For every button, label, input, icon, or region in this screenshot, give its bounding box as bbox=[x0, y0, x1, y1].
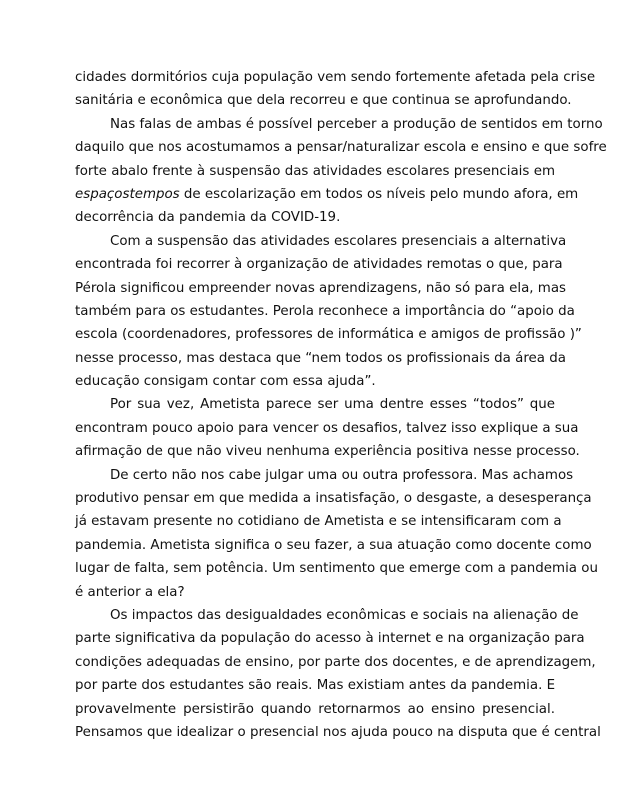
text-line bbox=[75, 183, 579, 206]
text-line: daquilo que nos acostumamos a pensar/naturalizar escola e ensino e que sofre bbox=[75, 140, 607, 156]
paragraph bbox=[75, 113, 607, 230]
text-line: encontram pouco apoio para vencer os desafios, talvez isso explique a sua bbox=[75, 420, 579, 436]
text-line: é anterior a ela? bbox=[75, 584, 185, 600]
text-line: cidades dormitórios cuja população vem sendo fortemente afetada pela crise bbox=[75, 70, 596, 85]
text-line: Por sua vez, Ametista parece ser uma dentre esses “todos” que bbox=[110, 397, 555, 413]
text-line: condições adequadas de ensino, por parte dos docentes, e de aprendizagem, bbox=[75, 654, 596, 670]
text-line: lugar de falta, sem potência. Um sentimento que emerge com a pandemia ou bbox=[75, 561, 598, 577]
text-line: provavelmente persistirão quando retornarmos ao ensino presencial. bbox=[75, 701, 555, 717]
text-line: parte significativa da população do acesso à internet e na organização para bbox=[75, 631, 585, 647]
text-line: pandemia. Ametista significa o seu fazer, a sua atuação como docente como bbox=[75, 537, 592, 553]
paragraph bbox=[75, 604, 601, 744]
text-line: Com a suspensão das atividades escolares presenciais a alternativa bbox=[110, 233, 567, 249]
text-line: por parte dos estudantes são reais. Mas existiam antes da pandemia. E bbox=[75, 678, 556, 694]
text-line: decorrência da pandemia da COVID-19. bbox=[75, 210, 341, 226]
text-line: encontrada foi recorrer à organização de atividades remotas o que, para bbox=[75, 257, 563, 273]
text-line: De certo não nos cabe julgar uma ou outra professora. Mas achamos bbox=[110, 467, 574, 483]
paragraph bbox=[75, 230, 582, 394]
text-line: Nas falas de ambas é possível perceber a produção de sentidos em torno bbox=[110, 116, 603, 132]
paragraph bbox=[75, 66, 596, 113]
text-line: também para os estudantes. Perola reconhece a importância do “apoio da bbox=[75, 303, 575, 319]
paragraph bbox=[75, 464, 598, 604]
text-line: produtivo pensar em que medida a insatisfação, o desgaste, a desesperança bbox=[75, 491, 592, 507]
text-line: Os impactos das desigualdades econômicas e sociais na alienação de bbox=[110, 607, 579, 623]
text-line: afirmação de que não viveu nenhuma experiência positiva nesse processo. bbox=[75, 444, 580, 460]
text-line: educação consigam contar com essa ajuda”. bbox=[75, 374, 376, 390]
text-line: nesse processo, mas destaca que “nem todos os profissionais da área da bbox=[75, 350, 566, 366]
text-line: escola (coordenadores, professores de informática e amigos de profissão )” bbox=[75, 327, 582, 343]
text-line: Pérola significou empreender novas aprendizagens, não só para ela, mas bbox=[75, 280, 567, 296]
italic-term: espaçostempos bbox=[75, 186, 180, 202]
text-line: sanitária e econômica que dela recorreu e que continua se aprofundando. bbox=[75, 93, 572, 109]
text-line: Pensamos que idealizar o presencial nos ajuda pouco na disputa que é central bbox=[75, 724, 601, 740]
text-line: já estavam presente no cotidiano de Ametista e se intensificaram com a bbox=[75, 514, 562, 530]
text-line: forte abalo frente à suspensão das atividades escolares presenciais em bbox=[75, 163, 555, 179]
body-text bbox=[75, 66, 607, 744]
paragraph bbox=[75, 393, 580, 463]
text-run: de escolarização em todos os níveis pelo mundo afora, em bbox=[179, 186, 579, 202]
